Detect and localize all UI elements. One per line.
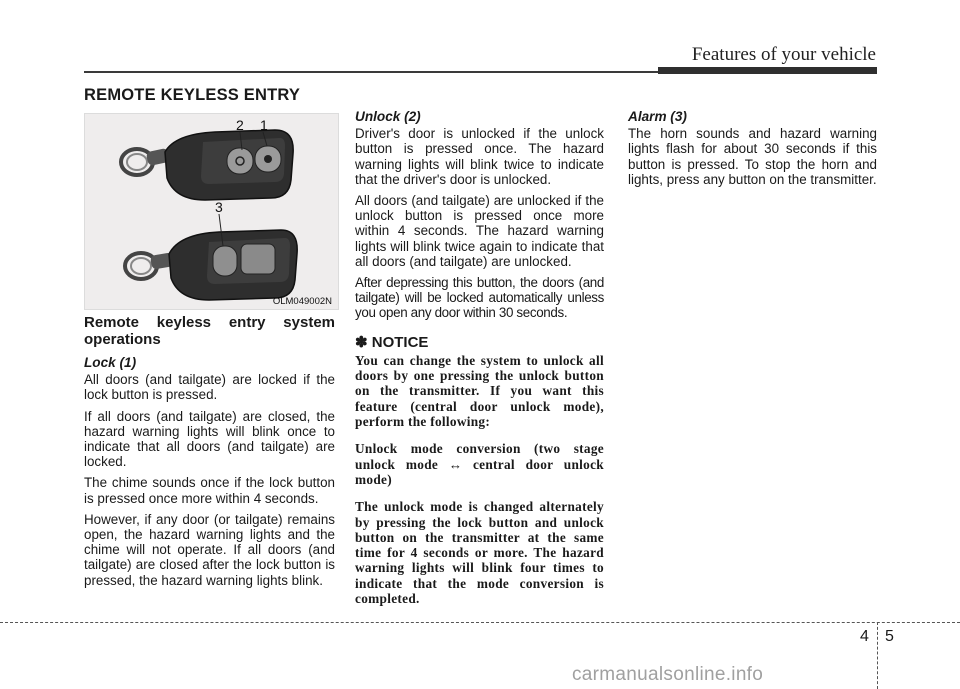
key-fob-illustration — [84, 113, 339, 310]
notice-title: ✽ NOTICE — [355, 333, 429, 351]
subsection-title: Remote keyless entry system operations — [84, 314, 335, 348]
key-fob-drawing — [85, 114, 338, 309]
figure-caption: OLM049002N — [272, 296, 332, 307]
paragraph: However, if any door (or tailgate) remains open, the hazard warning lights and the chime will not operate. If all doors (and tailgate) are closed after the lock button is pressed, the hazard warning lights blink. — [84, 511, 335, 588]
paragraph: Driver's door is unlocked if the unlock button is pressed once. The hazard warning lights will blink twice to indicate that the driver's door is unlocked. — [355, 126, 604, 187]
unlock-button-icon — [227, 148, 253, 174]
notice-paragraph: You can change the system to unlock all doors by one pressing the unlock button on the transmitter. If you want this feature (central door unlock mode), perform the following: — [355, 352, 604, 430]
paragraph: All doors (and tailgate) are unlocked if the unlock button is pressed once more within 4 seconds. The hazard warning lights will blink twice again to indicate that all doors (and tailgate) are unlocked. — [355, 193, 604, 269]
footer-divider — [877, 622, 878, 689]
paragraph: After depressing this button, the doors (and tailgate) will be locked automatically unless you open any door within 30 seconds. — [355, 275, 604, 321]
alarm-heading: Alarm (3) — [628, 109, 687, 124]
column-unlock — [355, 109, 604, 618]
lock-heading: Lock (1) — [84, 355, 137, 370]
page-number: 5 — [885, 628, 894, 645]
alarm-button-icon — [213, 246, 237, 276]
section-header: Features of your vehicle — [691, 44, 876, 65]
paragraph: The horn sounds and hazard warning lights flash for about 30 seconds if this button is pressed. To stop the horn and lights, press any button on the transmitter. — [628, 126, 877, 187]
notice-paragraph: Unlock mode conversion (two stage unlock mode ↔ central door unlock mode) — [355, 441, 604, 487]
footer-rule — [0, 622, 960, 623]
notice-paragraph: The unlock mode is changed alternately by pressing the lock button and unlock button on the transmitter at the same time for 4 seconds or more. The hazard warning lights will blink four times to indicate that the mode conversion is completed. — [355, 499, 604, 606]
column-alarm — [628, 109, 877, 193]
watermark: carmanualsonline.info — [572, 664, 764, 685]
paragraph: The chime sounds once if the lock button is pressed once more within 4 seconds. — [84, 475, 335, 506]
paragraph: All doors (and tailgate) are locked if the lock button is pressed. — [84, 372, 335, 403]
page-title: REMOTE KEYLESS ENTRY — [84, 86, 301, 104]
header-rule-accent — [658, 67, 877, 74]
chapter-number: 4 — [860, 628, 869, 645]
callout-2: 2 — [236, 117, 244, 133]
notice-box — [355, 353, 604, 606]
callout-1: 1 — [260, 117, 268, 133]
unlock-heading: Unlock (2) — [355, 109, 421, 124]
callout-3: 3 — [215, 199, 223, 215]
paragraph: If all doors (and tailgate) are closed, the hazard warning lights will blink once to indicate that all doors (and tailgate) are locked. — [84, 408, 335, 470]
column-lock — [84, 314, 335, 594]
